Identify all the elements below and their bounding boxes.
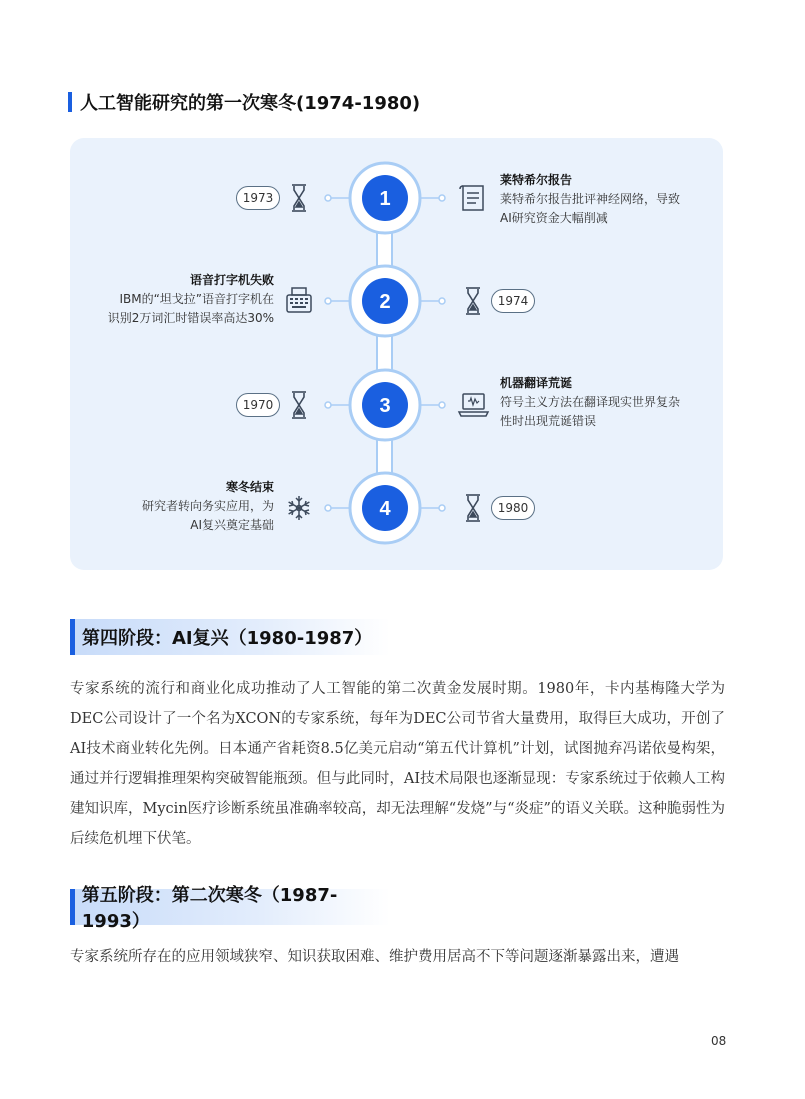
timeline-text-4: [70, 478, 274, 535]
timeline-title-4: 寒冬结束: [225, 480, 274, 494]
node-number-1: 1: [379, 188, 391, 210]
timeline-desc-1-line-2: AI研究资金大幅削减: [500, 211, 608, 225]
timeline-text-3: [500, 374, 715, 431]
stage5-paragraph: 专家系统所存在的应用领域狭窄、知识获取困难、维护费用居高不下等问题逐渐暴露出来，遭遇: [70, 949, 679, 965]
heading-accent-bar: [70, 619, 75, 655]
snowflake-icon: [289, 496, 310, 520]
timeline-desc-2-line-1: IBM的“坦戈拉”语音打字机在: [119, 292, 274, 306]
stage4-heading: [70, 619, 390, 655]
stage5-heading-text: 第五阶段：第二次寒冬（1987-1993）: [81, 885, 338, 932]
timeline-panel: [70, 138, 723, 570]
timeline-desc-2-line-2: 识别2万词汇时错误率高达30%: [107, 311, 274, 325]
node-number-4: 4: [379, 498, 391, 520]
year-pill-3: 1970: [236, 393, 280, 417]
timeline-text-2: [70, 271, 274, 328]
timeline-title-3: 机器翻译荒诞: [500, 376, 573, 390]
timeline-desc-4-line-2: AI复兴奠定基础: [190, 518, 274, 532]
stage4-heading-text: 第四阶段：AI复兴（1980-1987）: [82, 628, 373, 649]
timeline-desc-3-line-1: 符号主义方法在翻译现实世界复杂: [500, 395, 681, 409]
title-accent-bar: [68, 92, 72, 112]
heading-accent-bar: [70, 889, 75, 925]
year-pill-2: 1974: [491, 289, 535, 313]
stage4-paragraph: 专家系统的流行和商业化成功推动了人工智能的第二次黄金发展时期。1980年，卡内基梅隆大学为DEC公司设计了一个名为XCON的专家系统，每年为DEC公司节省大量费用，取得巨大成功，开创了AI技术商业转化先例。日本通产省耗资8.5亿美元启动“第五代计算机”计划，试图抛弃冯诺依曼构架，通过并行逻辑推理架构突破智能瓶颈。但与此同时，AI技术局限也逐渐显现：专家系统过于依赖人工构建知识库，Mycin医疗诊断系统虽准确率较高，却无法理解“发烧”与“炎症”的语义关联。这种脆弱性为后续危机埋下伏笔。: [70, 681, 725, 847]
timeline-desc-3-line-2: 性时出现荒诞错误: [500, 414, 597, 428]
year-pill-4: 1980: [491, 496, 535, 520]
document-icon: [460, 186, 483, 210]
node-number-3: 3: [379, 395, 391, 417]
timeline-title-1: 莱特希尔报告: [500, 173, 573, 187]
hourglass-icon: [466, 288, 480, 314]
typewriter-icon: [287, 288, 311, 312]
timeline-title-2: 语音打字机失败: [189, 273, 274, 287]
section-title-text: 人工智能研究的第一次寒冬(1974-1980): [80, 93, 421, 114]
stage5-heading: [70, 885, 390, 932]
timeline-desc-4-line-1: 研究者转向务实应用，为: [141, 499, 274, 513]
year-pill-1: 1973: [236, 186, 280, 210]
page-number: 08: [711, 1034, 727, 1048]
node-number-2: 2: [379, 291, 391, 313]
hourglass-icon: [466, 495, 480, 521]
timeline-text-1: [500, 171, 715, 228]
laptop-icon: [459, 394, 488, 416]
hourglass-icon: [292, 185, 306, 211]
hourglass-icon: [292, 392, 306, 418]
section-title: [68, 91, 420, 113]
timeline-desc-1-line-1: 莱特希尔报告批评神经网络，导致: [500, 192, 681, 206]
